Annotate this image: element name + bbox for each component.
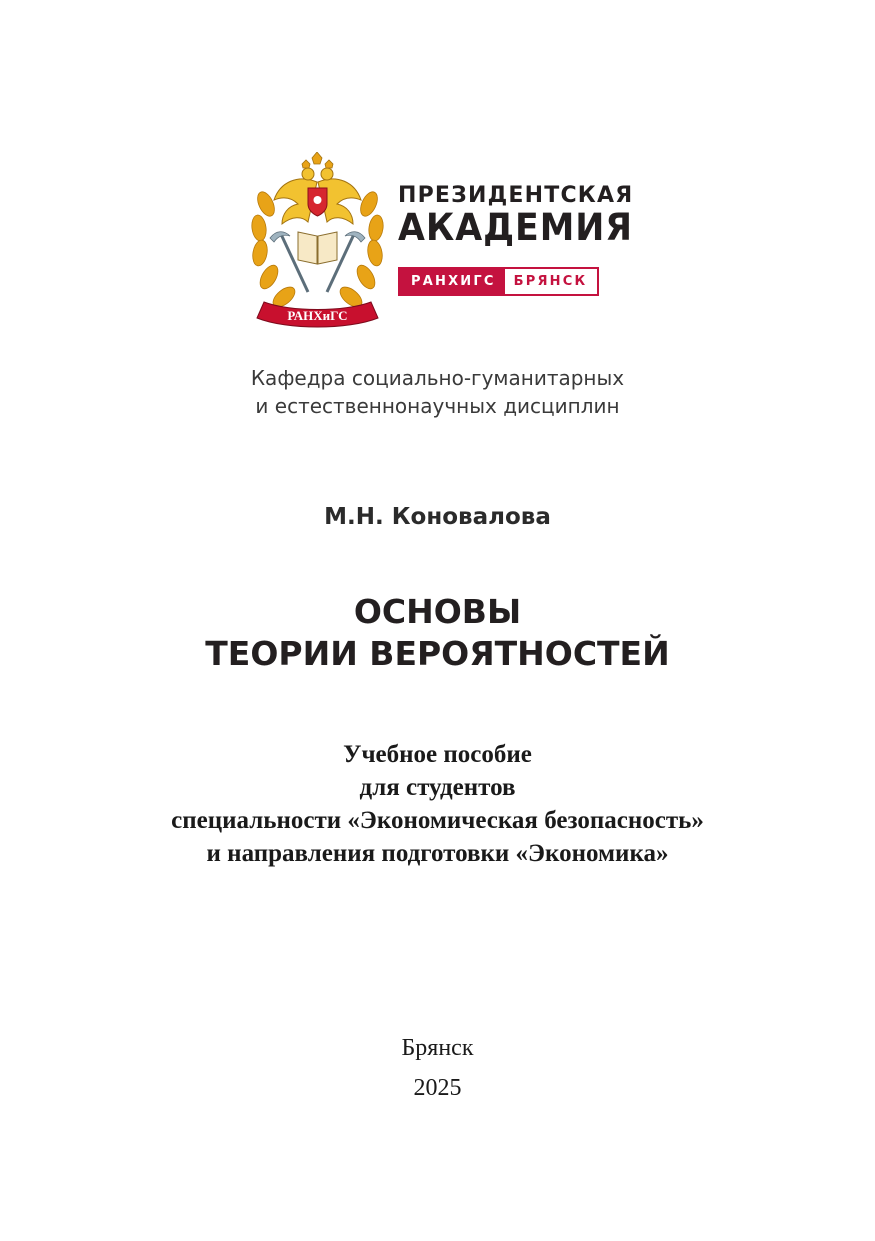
academy-logo	[250, 150, 650, 335]
department-line2: и естественнонаучных дисциплин	[255, 394, 620, 418]
imprint-year: 2025	[413, 1075, 462, 1101]
subtitle-line2: для студентов	[359, 774, 516, 801]
ranepa-branch-badge	[398, 267, 599, 296]
academy-name-line2: АКАДЕМИЯ	[398, 206, 634, 249]
subtitle-line3: специальности «Экономическая безопасность»	[171, 807, 704, 834]
subtitle-line4: и направления подготовки «Экономика»	[206, 840, 669, 867]
department-name	[0, 364, 875, 420]
department-line1: Кафедра социально-гуманитарных	[250, 366, 625, 390]
academy-name	[398, 184, 658, 248]
book-title-line2: ТЕОРИИ ВЕРОЯТНОСТЕЙ	[205, 634, 670, 673]
imprint-city: Брянск	[401, 1035, 474, 1061]
book-title	[0, 591, 875, 675]
book-subtitle	[0, 738, 875, 870]
book-title-line1: ОСНОВЫ	[353, 592, 522, 631]
emblem-ribbon-text: РАНХиГС	[287, 308, 348, 323]
subtitle-line1: Учебное пособие	[343, 741, 532, 768]
badge-city: БРЯНСК	[505, 269, 598, 294]
ranepa-emblem-icon	[250, 152, 385, 332]
badge-ranepa: РАНХИГС	[400, 269, 505, 294]
academy-name-line1: ПРЕЗИДЕНТСКАЯ	[398, 183, 634, 208]
author-name: М.Н. Коновалова	[324, 504, 551, 530]
